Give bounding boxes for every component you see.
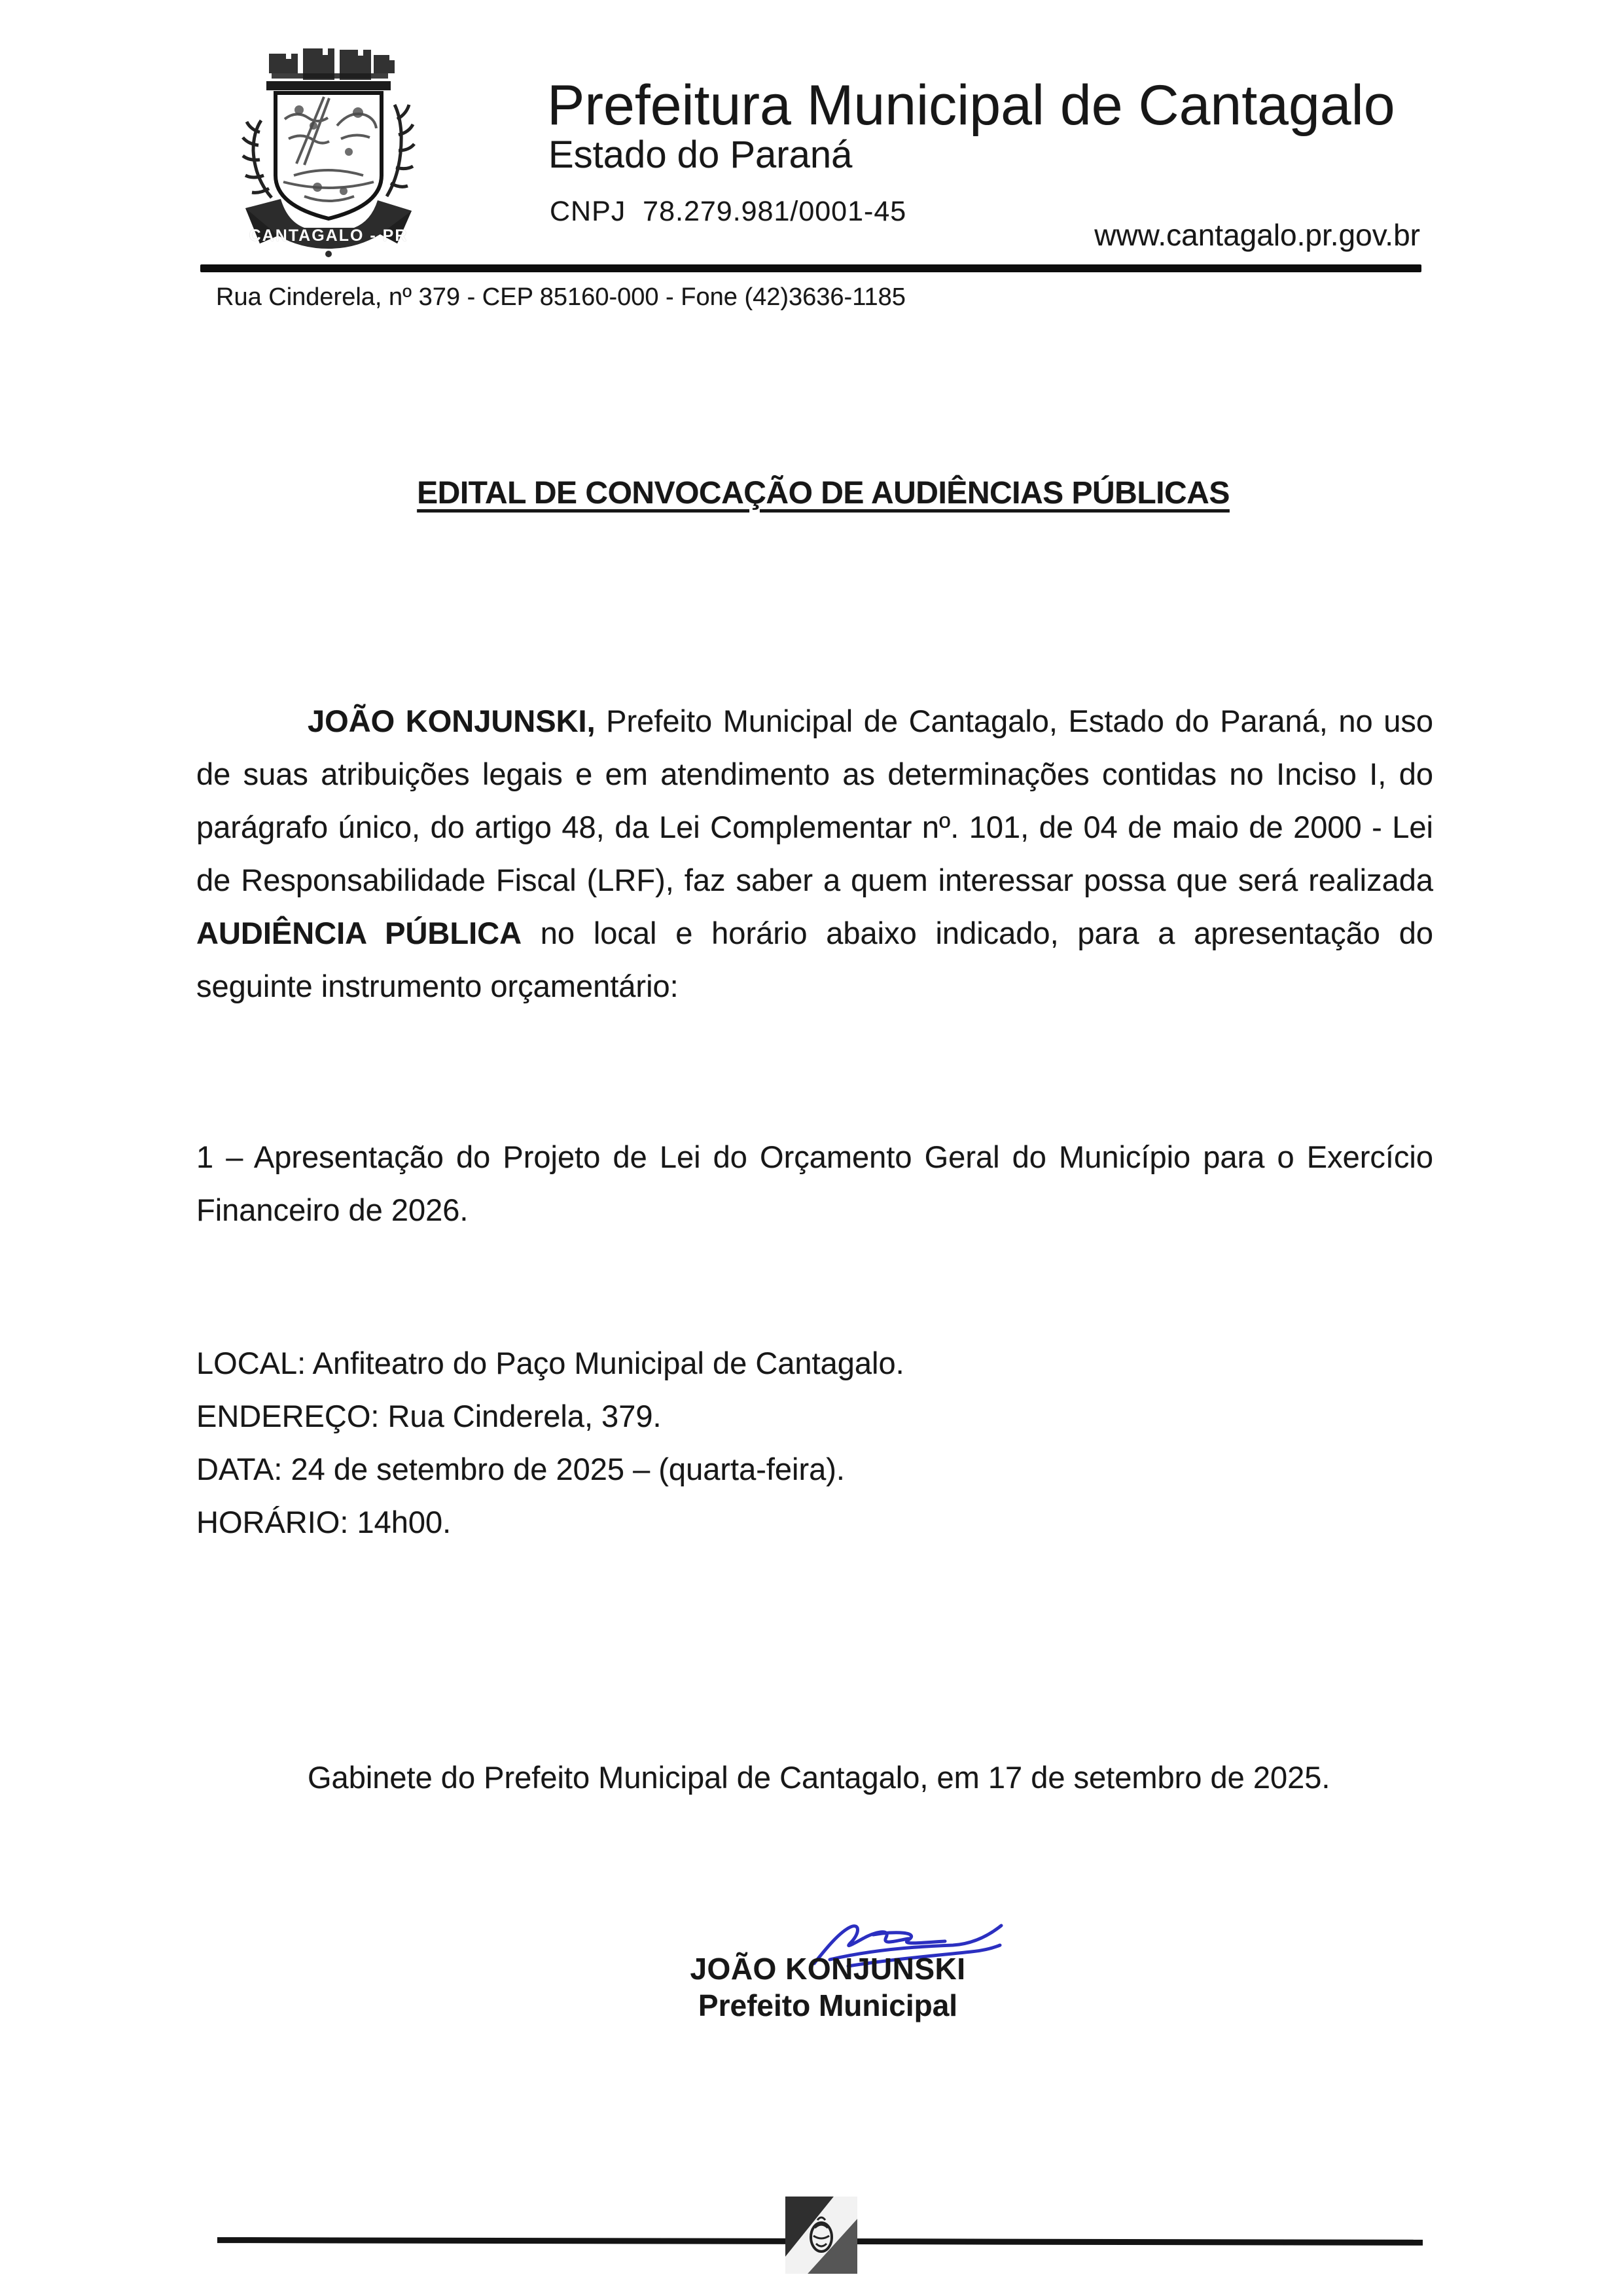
edict-title: EDITAL DE CONVOCAÇÃO DE AUDIÊNCIAS PÚBLICAS	[417, 476, 1230, 511]
paragraph-text-2: no local e horário abaixo indicado, para a apresentação do seguinte instrumento orçamentário:	[196, 916, 1433, 1003]
hearing-details	[196, 1336, 1433, 1549]
letterhead-rule	[200, 264, 1421, 272]
closing-line: Gabinete do Prefeito Municipal de Cantagalo, em 17 de setembro de 2025.	[308, 1760, 1330, 1795]
coat-of-arms-banner-text: CANTAGALO - PR	[249, 226, 408, 245]
mayor-name-inline: JOÃO KONJUNSKI,	[308, 704, 596, 738]
detail-local: LOCAL: Anfiteatro do Paço Municipal de Cantagalo.	[196, 1346, 904, 1380]
letterhead-website: www.cantagalo.pr.gov.br	[1094, 218, 1420, 252]
letterhead-subtitle: Estado do Paraná	[548, 134, 853, 176]
signatory-role: Prefeito Municipal	[698, 1988, 958, 2022]
detail-data: DATA: 24 de setembro de 2025 – (quarta-feira).	[196, 1452, 845, 1486]
cantagalo-crest-mark-icon	[785, 2197, 857, 2274]
cantagalo-coat-of-arms-icon	[226, 47, 430, 258]
signatory-name: JOÃO KONJUNSKI	[690, 1952, 966, 1986]
public-hearing-highlight: AUDIÊNCIA PÚBLICA	[196, 916, 522, 950]
letterhead-cnpj: CNPJ 78.279.981/0001-45	[550, 196, 907, 227]
detail-endereco: ENDEREÇO: Rua Cinderela, 379.	[196, 1399, 662, 1433]
letterhead-title: Prefeitura Municipal de Cantagalo	[547, 74, 1395, 137]
signature-block	[566, 1950, 1090, 2024]
detail-horario: HORÁRIO: 14h00.	[196, 1505, 452, 1539]
agenda-item-1: 1 – Apresentação do Projeto de Lei do Orçamento Geral do Município para o Exercício Financeiro de 2026.	[196, 1139, 1433, 1227]
paragraph-text-1: Prefeito Municipal de Cantagalo, Estado do Paraná, no uso de suas atribuições legais e em atendimento as determinações contidas no Inciso I, do parágrafo único, do artigo 48, da Lei Complementar nº. 101, de 04 de maio de 2000 - Lei de Responsabilidade Fiscal (LRF), faz saber a quem interessar possa que será realizada	[196, 704, 1433, 897]
letterhead-address: Rua Cinderela, nº 379 - CEP 85160-000 - Fone (42)3636-1185	[216, 283, 906, 311]
opening-paragraph	[196, 694, 1433, 1013]
